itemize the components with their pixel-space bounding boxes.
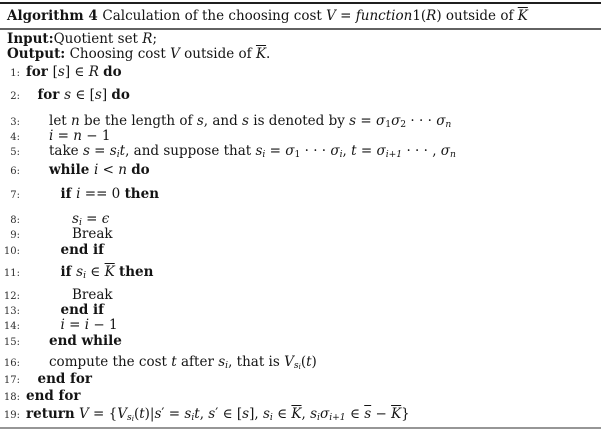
text-run: let bbox=[49, 112, 72, 129]
line-content bbox=[61, 243, 104, 258]
line-content bbox=[49, 144, 456, 162]
line-number: 15: bbox=[3, 336, 20, 348]
text-run: Break bbox=[72, 225, 113, 242]
text-run: − 1 bbox=[81, 127, 111, 144]
algorithm-line-5 bbox=[0, 144, 601, 159]
text-run: take bbox=[49, 142, 83, 159]
algorithm-line-10 bbox=[0, 243, 601, 258]
algorithm-line-11 bbox=[0, 265, 601, 280]
line-number: 2: bbox=[10, 90, 20, 102]
line-content bbox=[61, 303, 104, 318]
text-run: = bbox=[81, 210, 102, 227]
bottom-rule bbox=[0, 427, 601, 429]
text-run: i bbox=[116, 148, 120, 160]
text-run: ϵ bbox=[101, 210, 110, 227]
text-run: end while bbox=[49, 332, 122, 349]
line-content bbox=[61, 187, 160, 202]
line-content bbox=[49, 163, 150, 178]
text-run: V bbox=[170, 45, 180, 62]
text-run: σ bbox=[440, 142, 450, 159]
text-run: s bbox=[94, 86, 102, 103]
text-run: end if bbox=[60, 241, 104, 258]
text-run: n bbox=[73, 127, 82, 144]
algorithm-line-8 bbox=[0, 212, 601, 227]
text-run: be the length of bbox=[79, 112, 197, 129]
text-run: n bbox=[450, 148, 456, 160]
algorithm-caption bbox=[7, 9, 594, 24]
text-run: } bbox=[401, 405, 410, 422]
text-run: = bbox=[356, 142, 377, 159]
text-run: end if bbox=[60, 301, 104, 318]
text-run: σ bbox=[319, 405, 330, 422]
text-run: ; bbox=[152, 30, 158, 47]
text-run: t bbox=[139, 405, 145, 422]
text-run: Calculation of the choosing cost bbox=[102, 8, 327, 24]
text-run: n bbox=[118, 161, 127, 178]
algorithm-line-12 bbox=[0, 288, 601, 303]
line-number: 16: bbox=[3, 357, 20, 369]
text-run: ) bbox=[311, 353, 317, 370]
text-run: if bbox=[60, 185, 77, 202]
text-run: σ bbox=[376, 112, 386, 129]
text-run: s bbox=[154, 405, 162, 422]
text-run: Quotient set bbox=[53, 30, 143, 47]
algorithm-line-9 bbox=[0, 227, 601, 242]
text-run: s bbox=[82, 142, 90, 159]
text-run: s bbox=[64, 86, 72, 103]
text-run: == 0 bbox=[80, 185, 125, 202]
text-run: ) outside of bbox=[436, 8, 518, 24]
caption-rule bbox=[0, 28, 601, 30]
text-run: V bbox=[117, 405, 127, 422]
text-run: then bbox=[124, 185, 160, 202]
line-content bbox=[72, 227, 113, 242]
line-number: 13: bbox=[3, 305, 20, 317]
text-run: = bbox=[53, 127, 74, 144]
line-content bbox=[61, 265, 154, 283]
line-number: 12: bbox=[3, 290, 20, 302]
text-run: , that is bbox=[228, 353, 285, 370]
text-run: R bbox=[426, 8, 437, 24]
text-run: σ bbox=[330, 142, 340, 159]
text-run: < bbox=[98, 161, 119, 178]
line-number: 8: bbox=[10, 214, 20, 226]
text-run: ∈ bbox=[86, 263, 105, 280]
text-run: σ bbox=[391, 112, 401, 129]
text-run: t bbox=[119, 142, 126, 159]
text-run: return bbox=[26, 405, 75, 422]
text-run: · · · , bbox=[402, 142, 441, 159]
text-run: , bbox=[342, 142, 352, 159]
text-run: t bbox=[306, 353, 312, 370]
text-run: , and bbox=[203, 112, 243, 129]
line-content bbox=[49, 334, 122, 349]
text-run: compute the cost bbox=[49, 353, 172, 370]
text-run: do bbox=[103, 63, 122, 80]
line-number: 9: bbox=[10, 229, 20, 241]
text-run: for bbox=[26, 63, 53, 80]
text-run: is denoted by bbox=[248, 112, 350, 129]
text-run: s bbox=[293, 359, 299, 371]
algorithm-line-16 bbox=[0, 355, 601, 370]
algorithm-line-19 bbox=[0, 407, 601, 422]
text-run: n bbox=[445, 118, 452, 130]
text-run: s bbox=[262, 405, 270, 422]
algorithm-line-14 bbox=[0, 318, 601, 333]
text-run: $\overline{s}$ bbox=[364, 405, 372, 422]
text-run: Input: bbox=[7, 30, 54, 47]
io-block bbox=[7, 32, 594, 62]
text-run: · · · bbox=[300, 142, 331, 159]
text-run: outside of bbox=[179, 45, 256, 62]
text-run: n bbox=[71, 112, 80, 129]
algorithm-line-1 bbox=[0, 65, 601, 80]
text-run: σ bbox=[436, 112, 446, 129]
text-run: s bbox=[109, 142, 117, 159]
text-run: R bbox=[88, 63, 99, 80]
line-content bbox=[26, 407, 410, 426]
top-rule bbox=[0, 2, 601, 4]
line-content bbox=[26, 65, 122, 80]
text-run: 1 bbox=[294, 148, 301, 160]
text-run: s bbox=[310, 405, 318, 422]
line-number: 7: bbox=[10, 189, 20, 201]
line-content bbox=[38, 372, 92, 387]
algorithm-body bbox=[0, 65, 601, 422]
output-line bbox=[7, 47, 594, 62]
text-run: σ bbox=[376, 142, 386, 159]
text-run: , bbox=[301, 405, 311, 422]
text-run: − 1 bbox=[89, 316, 118, 333]
algorithm-line-2 bbox=[0, 88, 601, 103]
text-run: i bbox=[269, 411, 273, 423]
text-run: ], bbox=[249, 405, 263, 422]
text-run: · · · bbox=[406, 112, 437, 129]
text-run: )| bbox=[144, 405, 155, 422]
line-content bbox=[49, 129, 110, 144]
text-run: do bbox=[111, 86, 130, 103]
text-run: $\overline{K}$ bbox=[291, 405, 302, 422]
text-run: − bbox=[371, 405, 392, 422]
text-run: = { bbox=[88, 405, 118, 422]
text-run: [ bbox=[52, 63, 58, 80]
text-run: s bbox=[72, 210, 79, 227]
text-run: s bbox=[126, 411, 132, 423]
text-run: ∈ bbox=[345, 405, 365, 422]
text-run: σ bbox=[285, 142, 295, 159]
text-run: 1 bbox=[385, 118, 392, 130]
text-run: $\overline{K}$ bbox=[391, 405, 402, 422]
text-run: s bbox=[242, 112, 249, 129]
text-run: i bbox=[60, 316, 65, 333]
text-run: ′ = bbox=[161, 405, 185, 422]
algorithm-line-6 bbox=[0, 163, 601, 178]
algorithm-line-15 bbox=[0, 334, 601, 349]
text-run: ] ∈ bbox=[64, 63, 89, 80]
text-run: $\overline{K}$ bbox=[104, 263, 115, 280]
text-run: function bbox=[355, 8, 413, 24]
text-run: i bbox=[84, 316, 90, 333]
text-run: t bbox=[171, 353, 177, 370]
text-run: R bbox=[142, 30, 153, 47]
line-number: 4: bbox=[10, 131, 20, 143]
text-run: ∈ [ bbox=[71, 86, 95, 103]
text-run: Choosing cost bbox=[65, 45, 171, 62]
text-run: V bbox=[284, 353, 294, 370]
line-number: 3: bbox=[10, 116, 20, 128]
text-run: i+1 bbox=[329, 411, 346, 423]
text-run: ( bbox=[300, 353, 307, 370]
text-run: i bbox=[78, 216, 82, 228]
text-run: Algorithm 4 bbox=[7, 8, 103, 24]
text-run: i+1 bbox=[385, 148, 403, 160]
text-run: ∈ bbox=[272, 405, 292, 422]
algorithm-line-17 bbox=[0, 372, 601, 387]
line-number: 19: bbox=[3, 409, 20, 421]
line-content bbox=[26, 389, 80, 404]
text-run: ′ ∈ [ bbox=[215, 405, 243, 422]
text-run: = bbox=[356, 112, 377, 129]
text-run: = bbox=[265, 142, 286, 159]
text-run: s bbox=[349, 112, 357, 129]
text-run: end for bbox=[26, 387, 81, 404]
text-run: 2 bbox=[400, 118, 407, 130]
text-run: s bbox=[196, 112, 204, 129]
line-content bbox=[61, 318, 118, 333]
text-run: i bbox=[191, 411, 195, 423]
text-run: t bbox=[351, 142, 357, 159]
algorithm-line-13 bbox=[0, 303, 601, 318]
line-content bbox=[38, 88, 130, 103]
text-run: s bbox=[255, 142, 263, 159]
text-run: $\overline{K}$ bbox=[517, 8, 528, 24]
line-number: 18: bbox=[3, 391, 20, 403]
text-run: s bbox=[208, 405, 216, 422]
line-number: 6: bbox=[10, 165, 20, 177]
line-content bbox=[72, 288, 113, 303]
text-run: s bbox=[76, 263, 84, 280]
text-run: do bbox=[131, 161, 150, 178]
text-run: ( bbox=[133, 405, 140, 422]
algorithm-line-7 bbox=[0, 187, 601, 202]
text-run: i bbox=[83, 269, 87, 281]
text-run: Output: bbox=[7, 45, 66, 62]
line-number: 14: bbox=[3, 320, 20, 332]
text-run: i bbox=[298, 361, 301, 371]
text-run: i bbox=[131, 413, 134, 423]
text-run: i bbox=[262, 148, 266, 160]
text-run: for bbox=[37, 86, 65, 103]
text-run: V bbox=[326, 8, 336, 24]
text-run: i bbox=[339, 148, 343, 160]
text-run: end for bbox=[37, 370, 92, 387]
line-number: 11: bbox=[3, 267, 20, 279]
text-run: s bbox=[184, 405, 192, 422]
text-run: after bbox=[176, 353, 219, 370]
text-run: i bbox=[76, 185, 81, 202]
algorithm-line-3 bbox=[0, 114, 601, 129]
text-run: i bbox=[49, 127, 54, 144]
text-run: if bbox=[60, 263, 77, 280]
text-run: t bbox=[194, 405, 200, 422]
text-run: ] bbox=[101, 86, 112, 103]
line-number: 17: bbox=[3, 374, 20, 386]
text-run: = bbox=[335, 8, 356, 24]
line-number: 5: bbox=[10, 146, 20, 158]
text-run: , bbox=[199, 405, 209, 422]
algorithm-line-18 bbox=[0, 389, 601, 404]
text-run: while bbox=[49, 161, 94, 178]
text-run: Break bbox=[72, 286, 113, 303]
line-number: 1: bbox=[10, 67, 20, 79]
input-line bbox=[7, 32, 594, 47]
text-run: i bbox=[225, 359, 229, 371]
text-run: $\overline{K}$ bbox=[255, 45, 267, 62]
text-run: V bbox=[78, 405, 89, 422]
text-run: then bbox=[118, 263, 154, 280]
text-run: s bbox=[218, 353, 226, 370]
text-run: s bbox=[242, 405, 250, 422]
text-run: 1( bbox=[412, 8, 427, 24]
text-run: . bbox=[266, 45, 271, 62]
text-run: s bbox=[57, 63, 65, 80]
text-run: i bbox=[93, 161, 99, 178]
text-run: , and suppose that bbox=[125, 142, 256, 159]
text-run: = bbox=[64, 316, 85, 333]
line-number: 10: bbox=[3, 245, 20, 257]
text-run: i bbox=[317, 411, 320, 423]
text-run: = bbox=[89, 142, 110, 159]
